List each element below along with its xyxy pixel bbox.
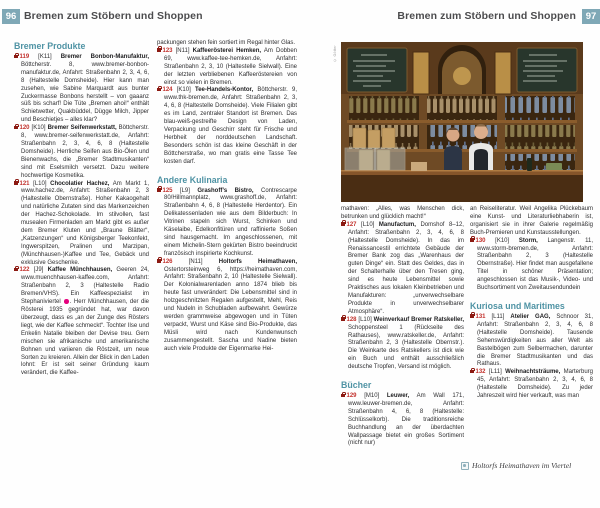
entry-continuation: packungen stehen fein sortiert im Regal hinter Glas. (157, 40, 296, 46)
shop-interior-photo (341, 42, 583, 202)
entry-name: Bremer Seifenwerkstatt, (47, 125, 117, 132)
entry-name: Leuwer, (386, 393, 410, 400)
shop-bag-icon (14, 126, 18, 130)
shop-bag-icon (470, 238, 474, 242)
entry-132: 132 [L11] Weihnachtsträume, Marterburg 45, Anfahrt: Straßenbahn 2, 3, 4, 6, 8 (Haltestelle Domsheide). Zu jeder Jahreszeit wird hier verkauft, was man (470, 369, 593, 401)
entry-name: Bremer Bonbon-Manufaktur, (60, 54, 150, 60)
entry-number: 121 (19, 180, 30, 187)
entry-130: 130 [K10] Storm, Langenstr. 11, www.storm-bremen.de, Anfahrt: Straßenbahn 2, 3 (Haltestelle Obernstraße). Hier findet man ausgefallene Titel in schöner Präsentation; angeschlossen ist das Musik-, Video- und Buchsortiment von Zweitausendundein (470, 238, 593, 293)
entry-continuation: mathaven: „Alles, was Menschen dick, betrunken und glücklich macht!“ (341, 206, 464, 220)
text-column-1 (14, 40, 149, 378)
entry-120: 120 [K10] Bremer Seifenwerkstatt, Böttcherstr. 8, www.bremer-seifenwerkstatt.de, Anfahrt: Straßenbahn 2, 3, 4, 6, 8 (Haltestelle Domsheide). Herrliche Seifen aus Bio-Ölen und Bienenwachs, die „Bremer Stadtmusikanten“ sind mit Eselsmilch versetzt. Dazu weitere hochwertige Kosmetika. (14, 125, 149, 180)
shop-bag-icon (157, 188, 161, 192)
entry-number: 132 (475, 369, 486, 376)
map-grid-ref: [J9] (33, 267, 44, 274)
map-grid-ref: [K11] (38, 54, 52, 60)
entry-name: Manufactum, (378, 221, 416, 228)
photo-caption (461, 461, 571, 470)
section-heading: Bücher (341, 380, 372, 391)
entry-number: 124 (162, 87, 173, 94)
running-header-left: Bremen zum Stöbern und Shoppen (24, 10, 203, 22)
map-grid-ref: [K10] (176, 87, 191, 94)
entry-122: 122 [J9] Kaffee Münchhausen, Geeren 24, www.muenchhausen-kaffee.com, Anfahrt: Straßenbahn 2, 3 (Haltestelle Radio Bremen/VHS). Ein Kaffeespezialist im Stephaniviertel . Herr Münchhausen, der die Rösterei 1935 gegründet hat, war davon überzeugt, dass es „an der Zunge des Rösters liegt, wie der Kaffee schmeckt“. Tochter Ilse und Enkelin Natalie bleiben der Devise treu. Gern mischen sie afrikanische und amerikanische Bohnen und variieren die Röstzeit, um neue Sorten zu kreieren. Allein der Blick in den Laden lohnt: Er ist seit seiner Gründung kaum verändert, die Kaffee- (14, 267, 149, 378)
entry-127: 127 [L10] Manufactum, Domshof 8–12, Anfahrt: Straßenbahn 2, 3, 4, 6, 8 (Haltestelle Domsheide). In das im Renaissancestil errichtete Gebäude der Bremer Bank zog das „Warenhaus der guten Dinge“ ein. Statt des Geldes, das in der Schalterhalle über den Tresen ging, sind es heute Lebensmittel sowie Praktisches aus lokalen Kleinbetrieben und Manufakturen: „unverwechselbare Produkte in unverwechselbarer Atmosphäre“. (341, 222, 464, 317)
shop-bag-icon (341, 317, 345, 321)
entry-number: 127 (346, 221, 357, 228)
text-column-4 (470, 206, 593, 401)
entry-129: 129 [M10] Leuwer, Am Wall 171, www.leuwer-bremen.de, Anfahrt: Straßenbahn 4, 6, 8 (Haltestelle: Schlüsselkorb). Die traditionsreiche Buchhandlung an der überdachten Wallpassage bietet ein großes Sortiment (nicht nur) (341, 393, 464, 448)
entry-name: Kaffeerösterei Hemken, (192, 47, 262, 54)
entry-123: 123 [N11] Kaffeerösterei Hemken, Am Dobben 69, www.kaffee-tee-hemken.de, Anfahrt: Straßenbahn 2, 3, 10 (Haltestelle Sielwall). Eine der letzten verbliebenen Kaffeeröstereien von einst so vielen in Bremen. (157, 48, 297, 88)
map-grid-ref: [L10] (361, 221, 375, 228)
entry-name: Storm, (518, 237, 538, 244)
photo-caption-text: Holtorfs Heimathaven im Viertel (472, 461, 572, 470)
entry-number: 131 (475, 313, 486, 320)
entry-121: 121 [L10] Chocolatier Hachez, Am Markt 1, www.hachez.de, Anfahrt: Straßenbahn 2, 3 (Haltestelle Obernstraße). Hoher Kakaogehalt und natürliche Zutaten sind das Markenzeichen der Hachez-Schokolade. Im stilvollen, fast musealen Firmenladen am Markt gibt es außer dem Bremer Kluten und „Braune Blätter“, „Katzenzungen“ und Königsberger Teekonfekt, Ingwerspitzen, Pralinen und Marzipan, (Münchhausen-)Kaffee und Tee, Gebäck und exklusive Geschenke. (14, 181, 149, 268)
section-heading: Kuriosa und Maritimes (470, 300, 565, 311)
entry-number: 126 (162, 258, 173, 265)
entry-124: 124 [K10] Tee-Handels-Kontor, Böttcherstr. 9, www.thk-bremen.de, Anfahrt: Straßenbahn 2, 3, 4, 6, 8 (Haltestelle Domsheide). Viele Filialen gibt es im Land, zentraler Standort ist Bremen. Das blau-weiß-gestreifte Design von Laden, Verpackung und Geschirr steht für Frische und Herbheit der norddeutschen Landschaft. Besonders schön ist das kleine Geschäft in der Böttcherstraße, wo man gratis eine Tasse Tee kosten darf. (157, 87, 297, 166)
map-grid-ref: [L10] (358, 316, 372, 323)
entry-125: 125 [L9] Grashoff’s Bistro, Contrescarpe 80/Hillmannplatz, www.grashoff.de, Anfahrt: Straßenbahn 4, 6, 8 (Haltestelle Herdentor). Ein Delikatessenladen wie aus dem Bilderbuch: In Vitrinen stapeln sich Wurst, Schinken und Käselaibe, Edelkonfitüren und raffinierte Soßen sind hausgemacht. Im angeschlossenen, mit einem Michelin-Stern gekürten Bistro beeindruckt französisch inspirierte Kochkunst. (157, 188, 297, 259)
tour-stop-badge (64, 299, 69, 304)
photo-credit: © Götter (333, 45, 337, 63)
shop-bag-icon (14, 181, 18, 185)
map-grid-ref: [M10] (364, 393, 380, 400)
entry-name: Grashoff’s Bistro, (197, 187, 254, 194)
entry-128: 128 [L10] Weinverkauf Bremer Ratskeller, Schoppensteel 1 (Rückseite des Rathauses), www.ratskeller.de, Anfahrt: Straßenbahn 2, 3 (Haltestelle Obernstr.). Die Weinkarte des Ratskellers ist dick wie ein Buch und enthält ausschließlich deutsche Tropfen, Versand ist möglich. (341, 317, 464, 372)
entry-name: Kaffee Münchhausen, (47, 267, 113, 274)
shop-interior-illustration (341, 42, 583, 202)
section-heading: Bremer Produkte (14, 41, 86, 51)
entry-continuation: an Reiseliteratur. Weil Angelika Plückebaum eine Kunst- und Literaturliebhaberin ist, organisiert sie in ihrer Galerie regelmäßig Buch-Premieren und Kunstausstellungen. (470, 206, 593, 236)
map-grid-ref: [K10] (495, 237, 510, 244)
map-grid-ref: [N11] (188, 258, 203, 265)
entry-number: 123 (162, 47, 173, 54)
page-number-right: 97 (582, 9, 600, 24)
map-grid-ref: [L11] (491, 313, 505, 320)
shop-bag-icon (470, 370, 474, 374)
photo-frame-icon (461, 462, 469, 470)
entry-number: 120 (19, 125, 30, 132)
section-heading: Andere Kulinaria (157, 174, 228, 185)
entry-name: Atelier GAG, (510, 313, 551, 320)
entry-119: 119 [K11] Bremer Bonbon-Manufaktur, Böttcherstr. 8, www.bremer-bonbon-manufaktur.de, Anfahrt: Straßenbahn 2, 3, 4, 6, 8 (Haltestelle Domsheide). Hier kann man zusehen, wie Sabine Marquardt aus bunter Zuckermasse Bonbons herstellt – von gaaanz süß bis scharf! Die Tüte „Bremen ahoi!“ enthält Schietwetter, Quakbüddel, Dügge Milch, Jipper und Beschietjes – alles klar? (14, 54, 149, 125)
entry-name: Tee-Handels-Kontor, (194, 87, 254, 94)
map-grid-ref: [L10] (33, 180, 47, 187)
shopkeeper-woman (444, 128, 462, 175)
entry-number: 125 (162, 187, 173, 194)
shop-bag-icon (341, 222, 345, 226)
shop-bag-icon (14, 268, 18, 272)
entry-131: 131 [L11] Atelier GAG, Schnoor 31, Anfahrt: Straßenbahn 2, 3, 4, 6, 8 (Haltestelle Domsheide). Tausende Sehenswürdigkeiten aus aller Welt als Bastelbögen zum Selbermachen, darunter die Bremer Stadtmusikanten und das Rathaus. (470, 314, 593, 369)
entry-number: 122 (19, 267, 30, 274)
map-grid-ref: [N11] (175, 47, 190, 54)
shop-bag-icon (157, 88, 161, 92)
page-number-left: 96 (2, 9, 20, 24)
entry-name: Weihnachtsträume, (505, 369, 561, 376)
entry-126: 126 [N11] Holtorfs Heimathaven, Ostertorsteinweg 6, https://heimathaven.com, Anfahrt: Straßenbahn 2, 10 (Haltestelle Sielwall). Der Kolonialwarenladen anno 1874 blieb bis heute fast unverändert: Die Lebensmittel sind in holzgeschnitzten Regalen aufgestellt, Mehl, Reis und Nudeln in Schubladen aufbewahrt. Gewürze werden grammweise abgewogen und in Tüten verpackt, Wurst und Käse sind Bio-Produkte, das Müsli wird nach Kundenwunsch zusammengestellt. Sascha und Nadine bieten auch viele Produkte der Eigenmarke Hei- (157, 259, 297, 354)
entry-name: Chocolatier Hachez, (50, 180, 110, 187)
entry-number: 119 (19, 54, 30, 60)
entry-name: Weinverkauf Bremer Ratskeller, (373, 316, 465, 323)
text-column-2 (157, 40, 297, 354)
map-grid-ref: [K10] (31, 125, 46, 132)
shop-bag-icon (470, 314, 474, 318)
shop-bag-icon (157, 259, 161, 263)
entry-number: 130 (475, 237, 486, 244)
shop-bag-icon (341, 394, 345, 398)
map-grid-ref: [L9] (179, 187, 190, 194)
map-grid-ref: [L11] (488, 369, 502, 376)
running-header-right: Bremen zum Stöbern und Shoppen (397, 10, 576, 22)
shop-bag-icon (14, 55, 18, 59)
shop-bag-icon (157, 48, 161, 52)
entry-name: Holtorfs Heimathaven, (218, 258, 297, 265)
entry-number: 128 (346, 316, 357, 323)
entry-number: 129 (346, 393, 357, 400)
text-column-3 (341, 206, 464, 448)
